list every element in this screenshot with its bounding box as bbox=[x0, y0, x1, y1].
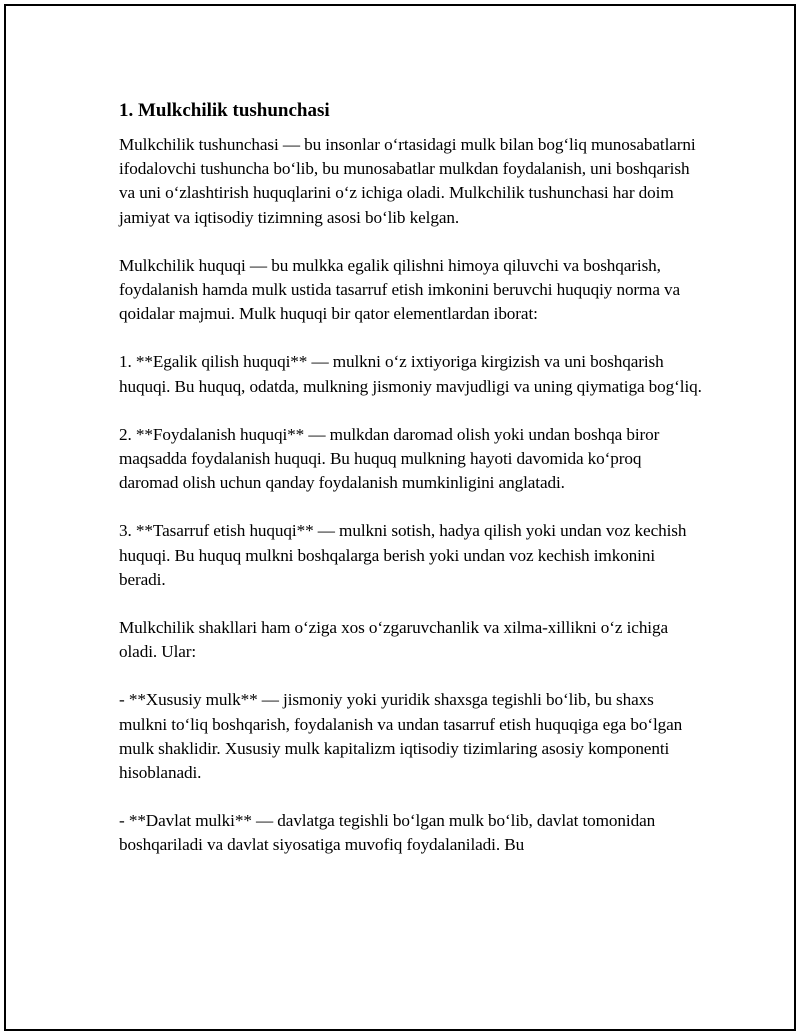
paragraph-forms-intro: Mulkchilik shakllari ham oʻziga xos oʻzgaruvchanlik va xilma-xillikni oʻz ichiga oladi. Ular: bbox=[119, 618, 669, 662]
page-frame bbox=[4, 4, 796, 1031]
paragraph-definition: Mulkchilik tushunchasi — bu insonlar oʻrtasidagi mulk bilan bogʻliq munosabatlarni ifodalovchi tushuncha boʻlib, bu munosabatlar mulkdan foydalanish, uni boshqarish va uni oʻzlashtirish huquqlarini oʻz ichiga oladi. Mulkchilik tushunchasi har doim jamiyat va iqtisodiy tizimning asosi boʻlib kelgan. bbox=[119, 135, 696, 227]
document-body bbox=[119, 99, 704, 882]
list-item-ownership-right: 1. **Egalik qilish huquqi** — mulkni oʻz ixtiyoriga kirgizish va uni boshqarish huquqi. Bu huquq, odatda, mulkning jismoniy mavjudligi va uning qiymatiga bogʻliq. bbox=[119, 352, 702, 396]
list-item-state-property: - **Davlat mulki** — davlatga tegishli boʻlgan mulk boʻlib, davlat tomonidan boshqariladi va davlat siyosatiga muvofiq foydalaniladi. Bu bbox=[119, 811, 656, 855]
list-item-private-property: - **Xususiy mulk** — jismoniy yoki yuridik shaxsga tegishli boʻlib, bu shaxs mulkni toʻliq boshqarish, foydalanish va undan tasarruf etish huquqiga ega boʻlgan mulk shaklidir. Xususiy mulk kapitalizm iqtisodiy tizimlaring asosiy komponenti hisoblanadi. bbox=[119, 690, 683, 783]
section-heading: 1. Mulkchilik tushunchasi bbox=[119, 100, 330, 121]
paragraph-property-right: Mulkchilik huquqi — bu mulkka egalik qilishni himoya qiluvchi va boshqarish, foydalanish hamda mulk ustida tasarruf etish imkonini beruvchi huquqiy norma va qoidalar majmui. Mulk huquqi bir qator elementlardan iborat: bbox=[119, 255, 681, 324]
list-item-disposal-right: 3. **Tasarruf etish huquqi** — mulkni sotish, hadya qilish yoki undan voz kechish huquqi. Bu huquq mulkni boshqalarga berish yoki undan voz kechish imkonini beradi. bbox=[119, 521, 687, 589]
list-item-usage-right: 2. **Foydalanish huquqi** — mulkdan daromad olish yoki undan boshqa biror maqsadda foydalanish huquqi. Bu huquq mulkning hayoti davomida koʻproq daromad olish uchun qanday foydalanish mumkinligini anglatadi. bbox=[119, 424, 660, 493]
